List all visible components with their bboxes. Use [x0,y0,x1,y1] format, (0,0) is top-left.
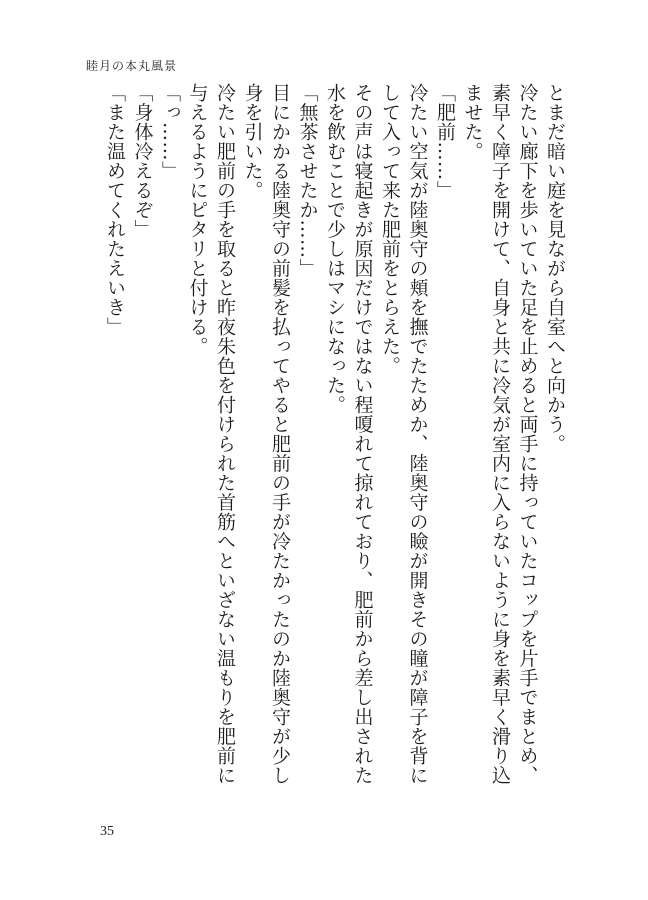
paragraph-3: 「肥前……」 [434,83,456,200]
paragraph-8: 冷たい肥前の手を取ると昨夜朱色を付けられた首筋へといざない温もりを肥前に与えるようにピタリと付ける。 [186,83,236,785]
page-number: 35 [100,824,114,839]
running-header: 睦月の本丸風景 [86,59,178,73]
paragraph-7: 目にかかる陸奥守の前髪を払ってやると肥前の手が冷たかったのか陸奥守が少し身を引いた。 [241,83,291,785]
paragraph-10: 「身体冷えるぞ」 [131,83,154,239]
novel-body-text [101,83,569,803]
paragraph-9: 「っ……」 [159,83,181,181]
paragraph-4: 冷たい空気が陸奥守の頬を撫でたためか、陸奥守の瞼が開きその瞳が障子を背にして入って来た肥前をとらえた。 [379,83,429,785]
paragraph-2: 冷たい廊下を歩いていた足を止めると両手に持っていたコップを片手でまとめ、素早く障子を開けて、自身と共に冷気が室内に入らないように身を素早く滑り込ませた。 [461,83,539,785]
paragraph-5: その声は寝起きが原因だけではない程嗄れて掠れており、肥前から差し出された水を飲むことで少しはマシになった。 [324,83,374,785]
paragraph-6: 「無茶させたか……」 [296,83,319,278]
paragraph-11: 「また温めてくれたえいき」 [104,83,126,337]
paragraph-1: とまだ暗い庭を見ながら自室へと向かう。 [544,83,566,454]
